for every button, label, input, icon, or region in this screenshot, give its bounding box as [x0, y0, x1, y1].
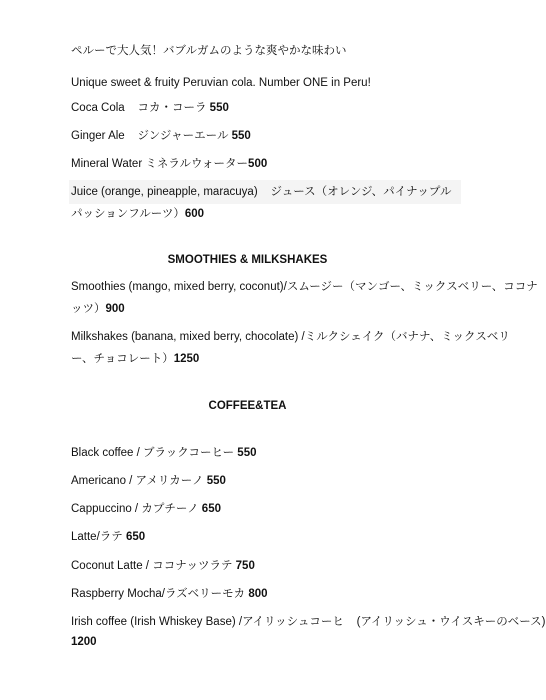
item-price: 1250 [173, 353, 200, 365]
intro-english-line: Unique sweet & fruity Peruvian cola. Number ONE in Peru! [71, 77, 371, 89]
menu-item-americano [71, 474, 226, 488]
item-price: 550 [237, 447, 257, 459]
item-price: 500 [248, 158, 268, 170]
item-name: Mineral Water ミネラルウォーター [71, 158, 249, 170]
item-name: Coconut Latte / ココナッツラテ [71, 560, 236, 572]
intro-japanese-line: ペルーで大人気！バブルガムのような爽やかな味わい [71, 45, 347, 57]
item-price: 800 [248, 588, 268, 600]
item-name: Ginger Ale ジンジャーエール [71, 130, 232, 142]
item-price: 650 [125, 531, 146, 543]
item-name: Irish coffee (Irish Whiskey Base) /アイリッシュコーヒ (アイリッシュ・ウイスキーのベース) [71, 616, 546, 628]
menu-item-irish-coffee-price-line [71, 635, 97, 649]
item-price: 550 [209, 102, 229, 114]
menu-item-coconut-latte [71, 559, 255, 573]
item-name-continued: パッションフルーツ） [71, 208, 185, 220]
item-name: Raspberry Mocha/ラズベリーモカ [71, 588, 249, 600]
menu-item-coca-cola [71, 101, 229, 115]
menu-item-milkshakes [71, 330, 510, 344]
item-name-continued: ー、チョコレート） [71, 353, 174, 365]
menu-item-milkshakes-continued [71, 352, 199, 366]
item-price: 550 [206, 475, 226, 487]
section-heading-smoothies: SMOOTHIES & MILKSHAKES [167, 254, 328, 266]
item-price: 750 [235, 560, 255, 572]
menu-item-raspberry-mocha [71, 587, 268, 601]
item-price: 1200 [71, 636, 97, 648]
item-name: Latte/ラテ [71, 531, 126, 543]
section-heading-coffee: COFFEE&TEA [208, 400, 287, 412]
menu-item-irish-coffee [71, 615, 546, 629]
menu-item-juice-continued [71, 207, 204, 221]
item-price: 550 [231, 130, 251, 142]
menu-item-mineral-water [71, 157, 267, 171]
menu-item-smoothies [71, 280, 538, 294]
item-price: 600 [184, 208, 205, 220]
item-name: Coca Cola コカ・コーラ [71, 102, 210, 114]
item-name-continued: ッツ） [71, 303, 106, 315]
menu-item-juice [71, 185, 451, 199]
item-name: Black coffee / ブラックコーヒー [71, 447, 238, 459]
menu-item-cappuccino [71, 502, 221, 516]
item-name: Cappuccino / カプチーノ [71, 503, 202, 515]
menu-item-black-coffee [71, 446, 256, 460]
item-price: 650 [201, 503, 221, 515]
item-name: Milkshakes (banana, mixed berry, chocolate) /ミルクシェイク（バナナ、ミックスベリ [71, 331, 510, 343]
item-name: Americano / アメリカーノ [71, 475, 207, 487]
menu-item-smoothies-continued [71, 302, 125, 316]
menu-item-ginger-ale [71, 129, 251, 143]
item-name: Smoothies (mango, mixed berry, coconut)/スムージー（マンゴー、ミックスベリー、ココナ [71, 281, 538, 293]
item-name: Juice (orange, pineapple, maracuya) ジュース（オレンジ、パイナップル [71, 186, 452, 198]
item-price: 900 [105, 303, 125, 315]
menu-item-latte [71, 530, 145, 544]
